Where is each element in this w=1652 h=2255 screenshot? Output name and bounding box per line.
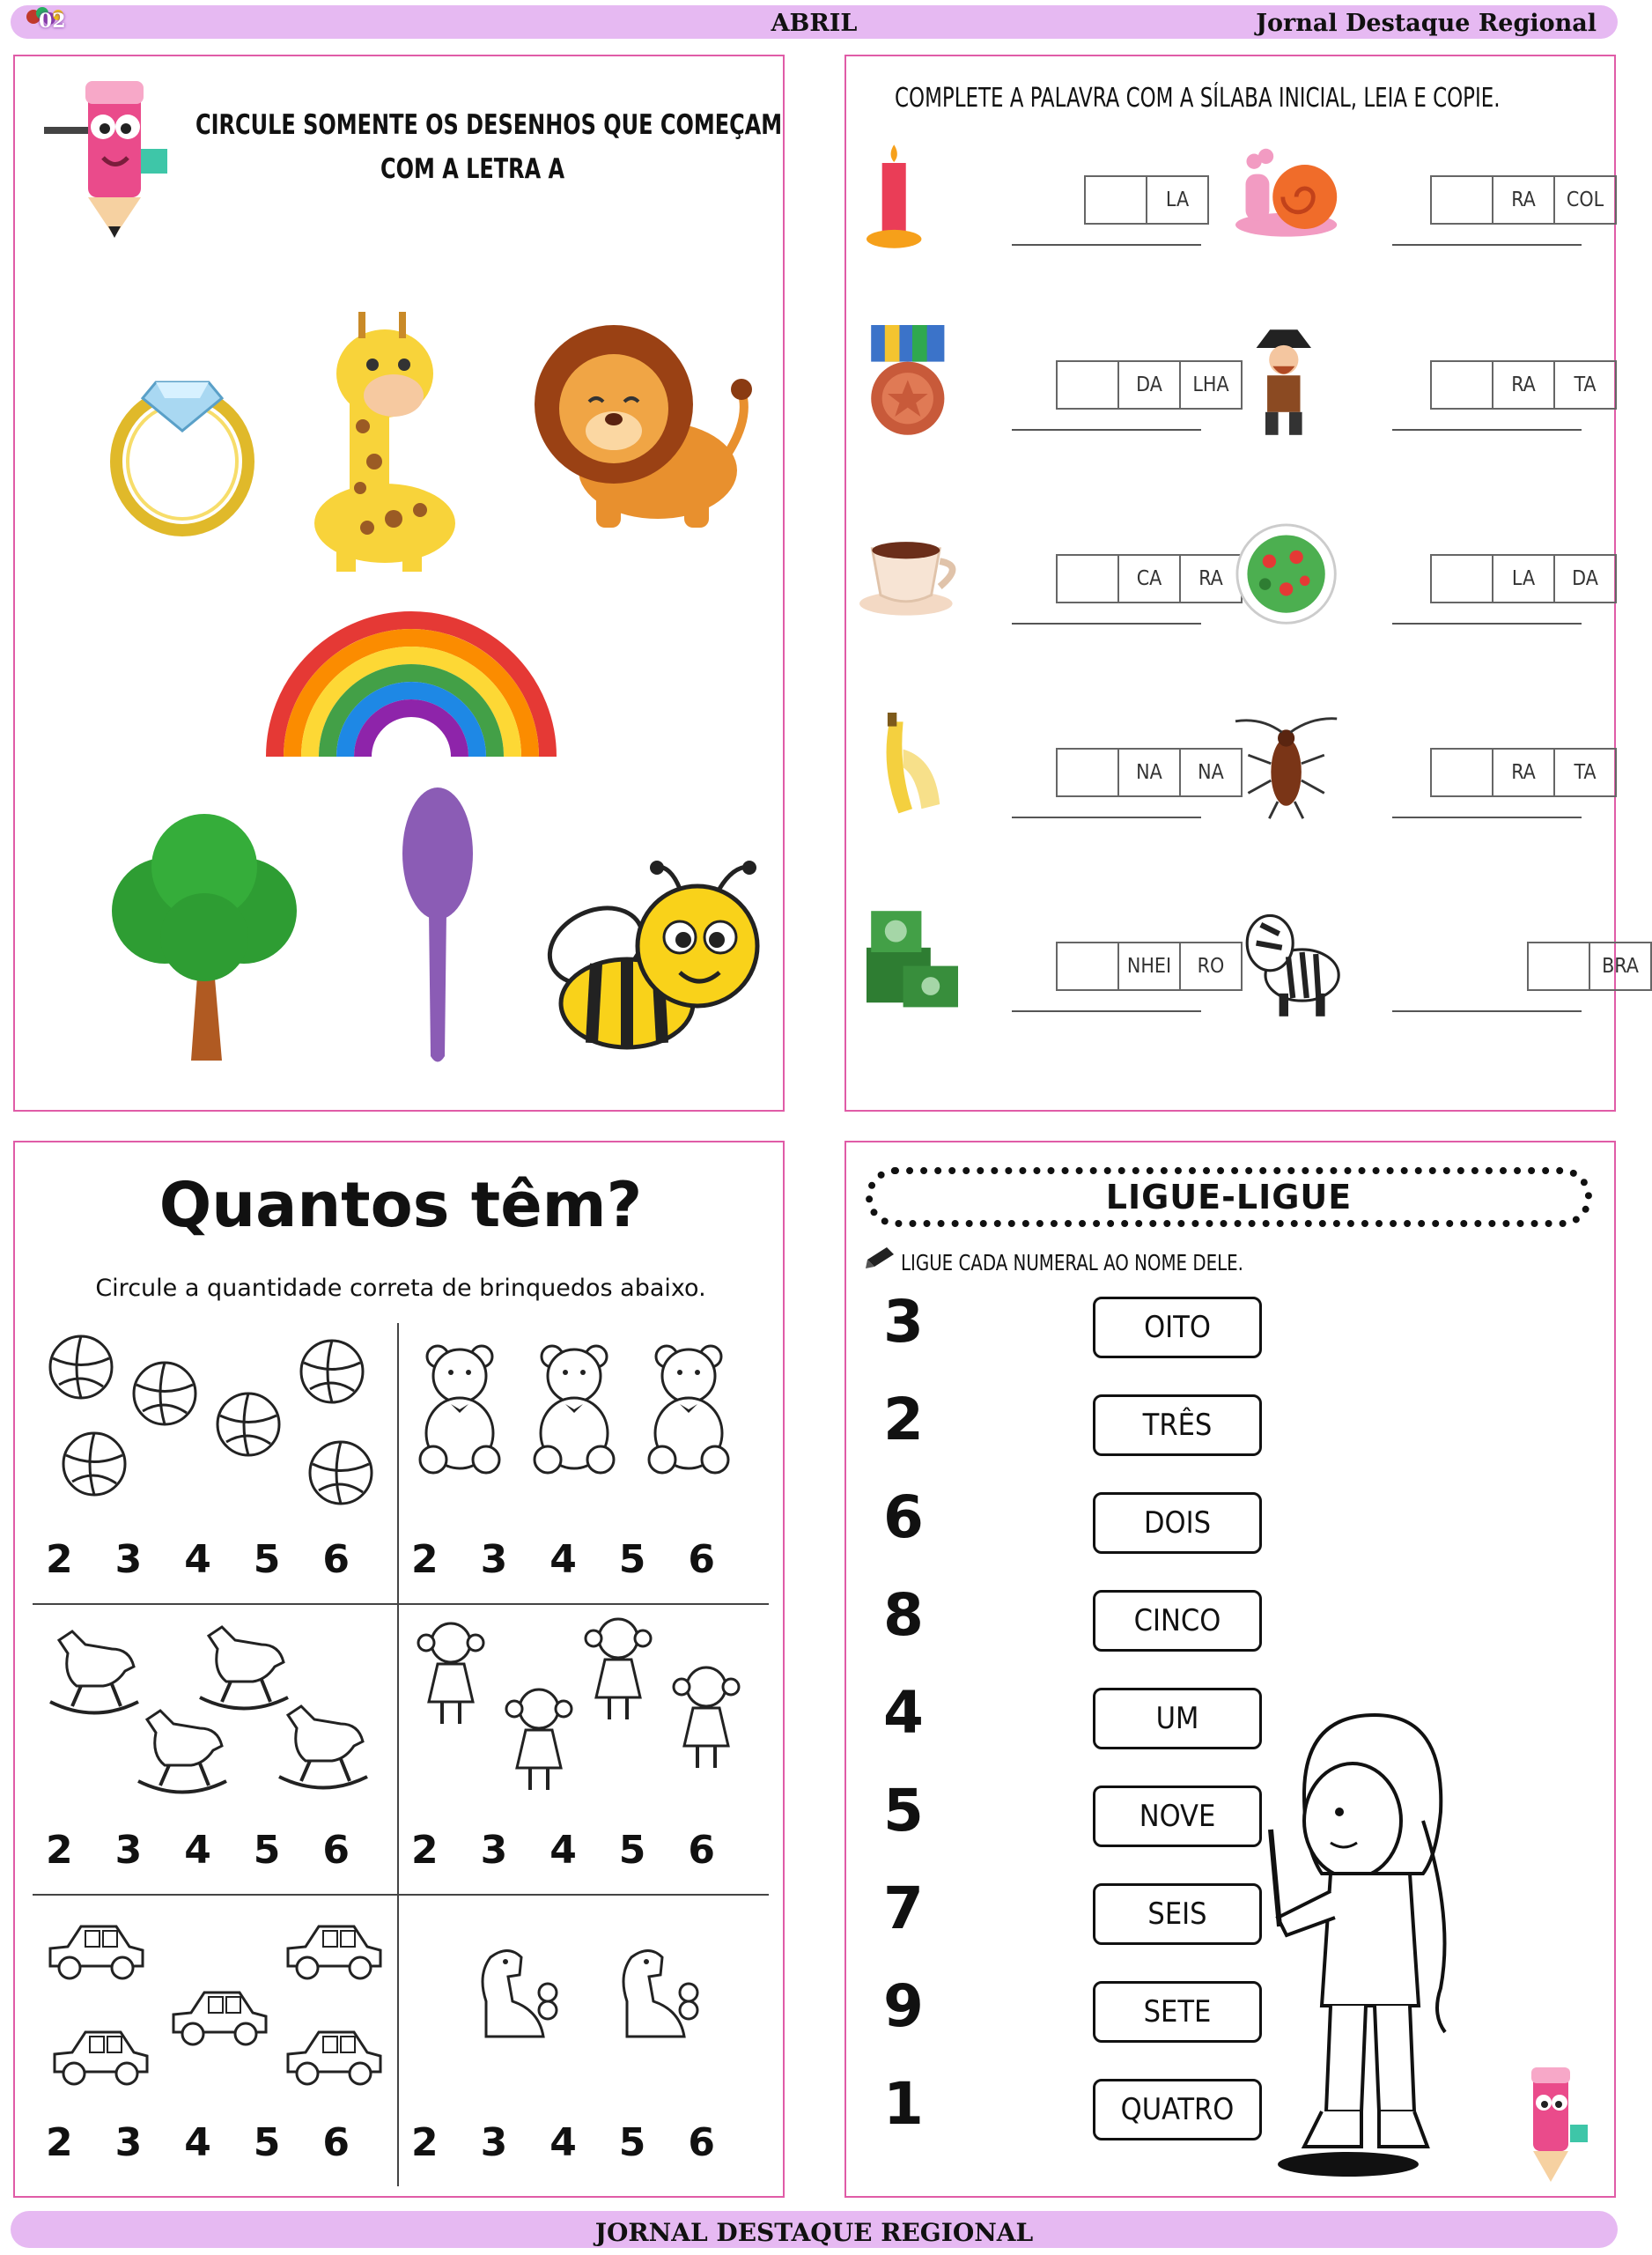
syllable-box: NA <box>1179 748 1243 797</box>
copy-line[interactable] <box>1392 244 1582 246</box>
numeral[interactable]: 7 <box>883 1874 924 1942</box>
candle-icon <box>859 140 965 255</box>
syllable-boxes <box>1432 360 1617 410</box>
syllable-box: TA <box>1553 748 1617 797</box>
activity4-title: LIGUE-LIGUE <box>1105 1178 1353 1216</box>
numeral[interactable]: 4 <box>883 1679 924 1747</box>
cockroach-icon <box>1235 713 1341 827</box>
syllable-answer-box[interactable] <box>1056 942 1119 991</box>
activity-ligue-ligue <box>844 1141 1616 2198</box>
count-option[interactable]: 3 <box>480 1828 508 1873</box>
activity2-title: COMPLETE A PALAVRA COM A SÍLABA INICIAL, LEIA E COPIE. <box>895 83 1501 114</box>
syllable-answer-box[interactable] <box>1430 360 1493 410</box>
copy-line[interactable] <box>1012 429 1201 431</box>
numeral[interactable]: 3 <box>883 1288 924 1356</box>
syllable-box: COL <box>1553 175 1617 225</box>
lion-icon <box>526 321 755 532</box>
activity3-subtitle: Circule a quantidade correta de brinquedos abaixo. <box>95 1275 706 1302</box>
syllable-box: RO <box>1179 942 1243 991</box>
count-option[interactable]: 3 <box>480 1537 508 1582</box>
ball-icon <box>306 1438 372 1504</box>
syllable-answer-box[interactable] <box>1056 748 1119 797</box>
month-label: ABRIL <box>771 10 858 37</box>
car-icon <box>165 1979 275 2050</box>
number-word-box[interactable]: CINCO <box>1093 1590 1262 1652</box>
page-number: 02 <box>39 10 66 33</box>
count-option[interactable]: 4 <box>184 1828 211 1873</box>
footer-bar <box>11 2211 1618 2248</box>
syllable-box: RA <box>1492 748 1555 797</box>
syllable-box: LA <box>1492 554 1555 603</box>
number-word-box[interactable]: TRÊS <box>1093 1394 1262 1456</box>
syllable-boxes <box>1058 554 1243 603</box>
activity3-title: Quantos têm? <box>159 1169 643 1241</box>
activity-count-toys <box>13 1141 785 2198</box>
ball-icon <box>59 1429 125 1495</box>
dinosaur-toy-icon <box>601 1940 711 2054</box>
syllable-box: RA <box>1492 360 1555 410</box>
teddy-bear-icon <box>645 1341 741 1473</box>
number-word-box[interactable]: NOVE <box>1093 1786 1262 1847</box>
footer-newspaper-name: JORNAL DESTAQUE REGIONAL <box>594 2218 1034 2247</box>
syllable-answer-box[interactable] <box>1430 175 1493 225</box>
count-option[interactable]: 2 <box>411 1537 439 1582</box>
syllable-answer-box[interactable] <box>1430 748 1493 797</box>
syllable-box: NHEI <box>1117 942 1181 991</box>
teddy-bear-icon <box>530 1341 627 1473</box>
count-option[interactable]: 2 <box>46 1828 73 1873</box>
teacup-icon <box>859 519 965 633</box>
count-option[interactable]: 2 <box>46 1537 73 1582</box>
count-option[interactable]: 2 <box>46 2120 73 2165</box>
ball-icon <box>213 1389 279 1455</box>
pencil-mascot-small-icon <box>1507 2054 1595 2186</box>
count-option[interactable]: 6 <box>688 2120 715 2165</box>
count-option[interactable]: 5 <box>618 1828 646 1873</box>
car-icon <box>41 1913 151 1984</box>
count-option[interactable]: 3 <box>480 2120 508 2165</box>
car-icon <box>279 2019 389 2089</box>
activity1-title-line1: CIRCULE SOMENTE OS DESENHOS QUE COMEÇAM <box>195 109 783 141</box>
activity4-instruction: LIGUE CADA NUMERAL AO NOME DELE. <box>901 1250 1243 1275</box>
count-option[interactable]: 5 <box>618 1537 646 1582</box>
count-option[interactable]: 6 <box>322 1828 350 1873</box>
newspaper-name: Jornal Destaque Regional <box>1256 10 1597 37</box>
count-option[interactable]: 2 <box>411 2120 439 2165</box>
bee-icon <box>548 862 768 1056</box>
count-option[interactable]: 4 <box>184 1537 211 1582</box>
pencil-mascot-icon <box>40 65 181 241</box>
syllable-box: DA <box>1117 360 1181 410</box>
ligue-title-banner <box>866 1167 1592 1227</box>
count-options <box>46 1828 350 1873</box>
syllable-boxes <box>1432 175 1617 225</box>
syllable-box: LHA <box>1179 360 1243 410</box>
syllable-boxes <box>1058 360 1243 410</box>
salad-icon <box>1235 519 1341 633</box>
grid-horizontal-divider-2 <box>33 1894 769 1896</box>
grid-vertical-divider <box>397 1323 399 2186</box>
count-option[interactable]: 3 <box>114 1828 143 1873</box>
syllable-box: TA <box>1553 360 1617 410</box>
number-word-box[interactable]: SEIS <box>1093 1883 1262 1945</box>
doll-icon <box>671 1662 741 1772</box>
count-options <box>411 1537 715 1582</box>
number-word-box[interactable]: OITO <box>1093 1297 1262 1358</box>
copy-line[interactable] <box>1012 623 1201 625</box>
syllable-answer-box[interactable] <box>1056 554 1119 603</box>
number-word-box[interactable]: DOIS <box>1093 1492 1262 1554</box>
numeral[interactable]: 9 <box>883 1972 924 2040</box>
activity-complete-syllables <box>844 55 1639 1112</box>
syllable-boxes <box>1529 942 1652 991</box>
copy-line[interactable] <box>1012 817 1201 818</box>
number-word-box[interactable]: UM <box>1093 1688 1262 1749</box>
tree-icon <box>94 814 314 1061</box>
copy-line[interactable] <box>1392 817 1582 818</box>
count-option[interactable]: 4 <box>549 1828 577 1873</box>
activity-circle-letter-a <box>13 55 785 1112</box>
count-option[interactable]: 6 <box>688 1537 715 1582</box>
numeral[interactable]: 2 <box>883 1386 924 1453</box>
syllable-answer-box[interactable] <box>1056 360 1119 410</box>
count-option[interactable]: 6 <box>322 1537 350 1582</box>
count-option[interactable]: 2 <box>411 1828 439 1873</box>
ring-icon <box>103 347 262 541</box>
doll-icon <box>583 1614 653 1724</box>
teddy-bear-icon <box>416 1341 513 1473</box>
car-icon <box>279 1913 389 1984</box>
copy-line[interactable] <box>1392 623 1582 625</box>
zebra-icon <box>1235 906 1341 1021</box>
syllable-answer-box[interactable] <box>1527 942 1590 991</box>
syllable-box: LA <box>1146 175 1209 225</box>
syllable-box: RA <box>1179 554 1243 603</box>
copy-line[interactable] <box>1012 1010 1201 1012</box>
count-options <box>411 1828 715 1873</box>
banana-icon <box>859 713 965 827</box>
count-option[interactable]: 5 <box>253 2120 281 2165</box>
rocking-horse-icon <box>129 1702 235 1799</box>
count-option[interactable]: 4 <box>549 2120 577 2165</box>
syllable-boxes <box>1432 748 1617 797</box>
copy-line[interactable] <box>1392 429 1582 431</box>
copy-line[interactable] <box>1392 1010 1582 1012</box>
rainbow-icon <box>266 611 557 761</box>
numeral[interactable]: 6 <box>883 1483 924 1551</box>
count-options <box>46 1537 350 1582</box>
count-options <box>46 2120 350 2165</box>
syllable-boxes <box>1058 748 1243 797</box>
numeral[interactable]: 5 <box>883 1777 924 1845</box>
syllable-box: CA <box>1117 554 1181 603</box>
car-icon <box>46 2019 156 2089</box>
syllable-answer-box[interactable] <box>1430 554 1493 603</box>
header-bar <box>11 5 1618 39</box>
syllable-box: DA <box>1553 554 1617 603</box>
copy-line[interactable] <box>1012 244 1201 246</box>
ball-icon <box>129 1358 195 1424</box>
spoon-icon <box>394 787 482 1069</box>
grid-horizontal-divider-1 <box>33 1603 769 1605</box>
rocking-horse-icon <box>270 1697 376 1794</box>
pirate-icon <box>1235 325 1341 440</box>
activity1-title-line2: COM A LETRA A <box>380 153 565 185</box>
number-word-box[interactable]: SETE <box>1093 1981 1262 2043</box>
girl-drawing-icon <box>1269 1697 1463 2191</box>
count-option[interactable]: 4 <box>549 1537 577 1582</box>
syllable-box: NA <box>1117 748 1181 797</box>
snail-icon <box>1235 140 1341 255</box>
syllable-boxes <box>1432 554 1617 603</box>
count-option[interactable]: 3 <box>114 2120 143 2165</box>
count-option[interactable]: 5 <box>618 2120 646 2165</box>
count-option[interactable]: 5 <box>253 1828 281 1873</box>
ball-icon <box>46 1332 112 1398</box>
syllable-answer-box[interactable] <box>1084 175 1147 225</box>
syllable-box: RA <box>1492 175 1555 225</box>
dinosaur-toy-icon <box>460 1940 570 2054</box>
number-word-box[interactable]: QUATRO <box>1093 2079 1262 2140</box>
doll-icon <box>416 1618 486 1728</box>
medal-icon <box>859 325 965 440</box>
count-option[interactable]: 6 <box>688 1828 715 1873</box>
giraffe-icon <box>288 303 464 576</box>
numeral[interactable]: 8 <box>883 1581 924 1649</box>
pencil-icon <box>864 1244 899 1274</box>
count-options <box>411 2120 715 2165</box>
count-option[interactable]: 6 <box>322 2120 350 2165</box>
syllable-boxes <box>1058 942 1243 991</box>
ball-icon <box>297 1336 363 1402</box>
count-option[interactable]: 5 <box>253 1537 281 1582</box>
money-icon <box>859 906 965 1021</box>
numeral[interactable]: 1 <box>883 2070 924 2138</box>
count-option[interactable]: 4 <box>184 2120 211 2165</box>
count-option[interactable]: 3 <box>114 1537 143 1582</box>
doll-icon <box>504 1684 574 1794</box>
syllable-boxes <box>1086 175 1209 225</box>
syllable-box: BRA <box>1589 942 1652 991</box>
